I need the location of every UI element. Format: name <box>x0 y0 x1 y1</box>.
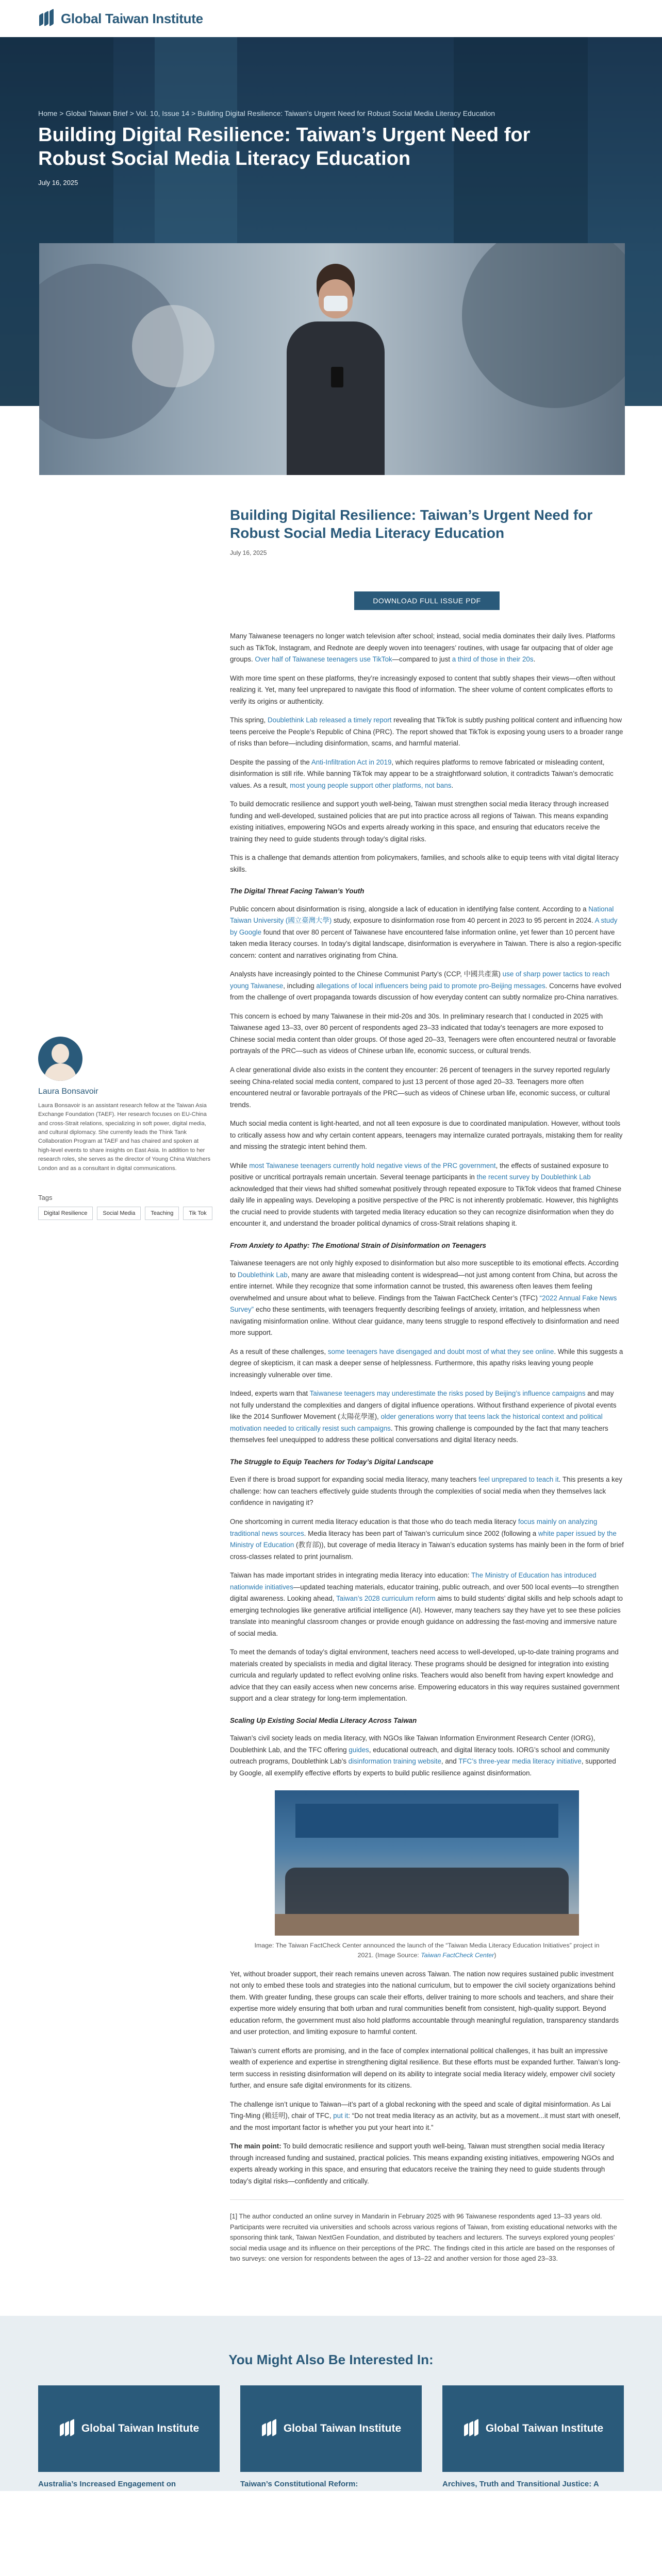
inline-link[interactable]: Taiwanese teenagers may underestimate the risks posed by Beijing’s influence campaigns <box>309 1389 586 1398</box>
inline-link[interactable]: TFC’s three-year media literacy initiative <box>458 1757 582 1766</box>
article-title: Building Digital Resilience: Taiwan’s Urgent Need for Robust Social Media Literacy Education <box>230 507 593 541</box>
card-image <box>240 2385 422 2472</box>
site-logo[interactable] <box>38 10 203 27</box>
footnote: [1] The author conducted an online survey in Mandarin in February 2025 with 96 Taiwanese respondents aged 13–33 years old. Participants were recruited via universities and schools across various regions of Taiwan, from existing educational networks with the sponsoring think tank, Taiwan NextGen Foundation, and distributed by teachers and lecturers. The surveys explored young peoples’ social media usage and its influence on their perceptions of the PRC. The findings cited in this article are based on the responses of two surveys: one version for respondents between the ages of 13–22 and another version for those aged 23–33. <box>230 2199 624 2264</box>
card-title[interactable]: Taiwan’s Constitutional Reform: <box>240 2479 358 2488</box>
related-cards <box>38 2385 624 2489</box>
inline-link[interactable]: Taiwan’s 2028 curriculum reform <box>336 1595 436 1603</box>
hero-image <box>39 243 625 475</box>
site-header <box>0 0 662 37</box>
card-title[interactable]: Archives, Truth and Transitional Justice: A <box>442 2479 599 2488</box>
card-image <box>442 2385 624 2472</box>
site-name: Global Taiwan Institute <box>61 10 203 26</box>
main-content <box>0 475 662 2264</box>
tag-list <box>38 1207 212 1220</box>
paragraph: Taiwanese teenagers are not only highly exposed to disinformation but also more susceptible to its emotional effects. According to Doublethink Lab, many are aware that misleading content is widespread—not just among content from China, but across the entire internet. While they recognize that some information cannot be trusted, this awareness often leaves them feeling overwhelmed and unsure about what to believe. Findings from the Taiwan FactCheck Center’s (TFC) “2022 Annual Fake News Survey” echo these sentiments, with teenagers frequently describing feelings of anxiety, irritation, and helplessness when navigating misinformation online. Without clear guidance, many teens struggle to respond effectively to disinformation and need more support. <box>230 1259 619 1337</box>
related-card[interactable] <box>442 2385 624 2489</box>
inline-link[interactable]: Anti-Infiltration Act in 2019 <box>311 758 392 766</box>
paragraph: This concern is echoed by many Taiwanese in their mid-20s and 30s. In preliminary research that I conducted in 2025 with Taiwanese aged 13–33, over 80 percent of respondents aged 23–33 indicated that today’s teenagers are more exposed to Chinese social media content than older groups. Of those aged 20–33, Teenagers were often encountered neutral or favorable portrayals of the PRC—such as videos of Chinese urban life, economic success, or cultural trends. <box>230 1012 616 1055</box>
sidebar <box>38 475 230 2264</box>
paragraph: A clear generational divide also exists in the content they encounter: 26 percent of teenagers in the survey reported regularly seeing China-related social media content, compared to just 13 percent of those aged 20–33. Teenagers more often encountered neutral or favorable portrayals of the PRC—such as videos of Chinese urban life, economic success, or cultural trends. <box>230 1065 610 1109</box>
article-body <box>230 631 624 2264</box>
inline-link[interactable]: feel unprepared to teach it <box>478 1476 559 1484</box>
breadcrumb-current: Building Digital Resilience: Taiwan’s Urgent Need for Robust Social Media Literacy Education <box>197 109 495 117</box>
inline-link[interactable]: Doublethink Lab released a timely report <box>267 716 392 724</box>
paragraph: Taiwan’s current efforts are promising, and in the face of complex international political challenges, it has built an impressive wealth of experience and expertise in strengthening digital resilience. But these efforts must be expanded further. Taiwan’s long-term success in resisting disinformation will depend on its ability to integrate social media literacy widely, empower civil society further, and ensure safe digital environments for its citizens. <box>230 2046 621 2090</box>
paragraph: Indeed, experts warn that Taiwanese teenagers may underestimate the risks posed by Beijing’s influence campaigns and may not fully understand the complexities and dangers of digital influence operations. Without firsthand experience of pivotal events like the 2014 Sunflower Movement (太陽花學運), older generations worry that teens lack the historical context and political motivation needed to critically resist such campaigns. This growing challenge is compounded by the fact that many teachers themselves feel unequipped to address these political conversations and digital literacy needs. <box>230 1389 617 1444</box>
related-title: You Might Also Be Interested In: <box>228 2351 434 2367</box>
logo-icon <box>38 10 56 27</box>
inline-link[interactable]: allegations of local influencers being paid to promote pro-Beijing messages <box>316 981 545 990</box>
inline-link[interactable]: A study by Google <box>230 917 618 936</box>
inline-link[interactable]: some teenagers have disengaged and doubt most of what they see online <box>327 1347 554 1355</box>
figure-image <box>275 1790 579 1936</box>
card-logo-text: Global Taiwan Institute <box>485 2422 604 2434</box>
inline-link[interactable]: “2022 Annual Fake News Survey” <box>230 1294 617 1314</box>
breadcrumb-sep: > <box>57 109 66 117</box>
tag-item[interactable]: Tik Tok <box>183 1207 212 1220</box>
paragraph: To build democratic resilience and support youth well-being, Taiwan must strengthen social media literacy through increased funding and well-developed, sustained policies that are put into practice across all regions of Taiwan. This means expanding existing initiatives, empowering NGOs and experts already working in this space, and ensuring that educators receive the training they need to guide students through today’s digital risks. <box>230 800 609 843</box>
logo-icon <box>261 2420 278 2437</box>
paragraph: Many Taiwanese teenagers no longer watch television after school; instead, social media dominates their daily lives. Platforms such as TikTok, Instagram, and Rednote are deeply woven into teenagers’ routines, with usage far outpacing that of older age groups. Over half of Taiwanese teenagers use TikTok—compared to just a third of those in their 20s. <box>230 632 616 664</box>
hero-title: Building Digital Resilience: Taiwan’s Urgent Need for Robust Social Media Literacy Education <box>38 124 531 170</box>
paragraph: Even if there is broad support for expanding social media literacy, many teachers feel unprepared to teach it. This presents a key challenge: how can teachers effectively guide students through the complexities of social media when they themselves lack confidence in navigating it? <box>230 1476 622 1507</box>
inline-link[interactable]: white paper issued by the Ministry of Education <box>230 1529 617 1549</box>
breadcrumb-sep: > <box>127 109 136 117</box>
card-image <box>38 2385 220 2472</box>
inline-link[interactable]: use of sharp power tactics to reach young Taiwanese <box>230 970 610 990</box>
paragraph: This is a challenge that demands attention from policymakers, families, and schools alike to equip teens with vital digital literacy skills. <box>230 854 619 873</box>
inline-link[interactable]: Over half of Taiwanese teenagers use TikTok <box>255 655 392 664</box>
card-logo-text: Global Taiwan Institute <box>81 2422 200 2434</box>
tags-title: Tags <box>38 1193 53 1201</box>
inline-link[interactable]: a third of those in their 20s <box>452 655 534 664</box>
tag-item[interactable]: Digital Resilience <box>38 1207 93 1220</box>
tag-item[interactable]: Social Media <box>97 1207 141 1220</box>
hero-date: July 16, 2025 <box>38 179 78 187</box>
inline-link[interactable]: disinformation training website <box>348 1757 441 1766</box>
paragraph: Much social media content is light-hearted, and not all teen exposure is due to coordinated manipulation. However, without tools to critically assess how and why certain content appears, teenagers may internalize curated portrayals, mistaking them for reality and missing the strategic intent behind them. <box>230 1120 623 1151</box>
paragraph: The challenge isn’t unique to Taiwan—it’s part of a global reckoning with the speed and scale of digital misinformation. As Lai Ting-Ming (賴廷明), chair of TFC, put it: “Do not treat media literacy as an activity, but as a movement...it must start with oneself, and the most important factor is whether you put your heart into it.” <box>230 2100 621 2131</box>
inline-link[interactable]: put it <box>333 2112 349 2120</box>
section-heading: The Digital Threat Facing Taiwan’s Youth <box>230 887 365 895</box>
paragraph: This spring, Doublethink Lab released a timely report revealing that TikTok is subtly pushing political content and influencing how teens perceive the People’s Republic of China (PRC). The report showed that TikTok is exposing young users to a broader range of risks than before—including disinformation, scams, and harmful material. <box>230 716 623 748</box>
related-card[interactable] <box>38 2385 220 2489</box>
paragraph: As a result of these challenges, some teenagers have disengaged and doubt most of what they see online. While this suggests a degree of skepticism, it can mask a deeper sense of helplessness. Furthermore, this apathy risks leaving young people increasingly vulnerable over time. <box>230 1347 623 1379</box>
inline-link[interactable]: older generations worry that teens lack the historical context and political motivation needed to critically resist such campaigns <box>230 1413 603 1432</box>
tag-item[interactable]: Teaching <box>145 1207 179 1220</box>
author-avatar <box>38 1037 82 1081</box>
inline-link[interactable]: focus mainly on analyzing traditional news sources <box>230 1518 598 1537</box>
section-heading: The Struggle to Equip Teachers for Today’s Digital Landscape <box>230 1458 434 1466</box>
inline-link[interactable]: National Taiwan University (國立臺灣大學) <box>230 905 614 925</box>
author-name[interactable]: Laura Bonsavoir <box>38 1087 98 1096</box>
article-date: July 16, 2025 <box>230 549 267 556</box>
paragraph: Analysts have increasingly pointed to the Chinese Communist Party’s (CCP, 中國共產黨) use of sharp power tactics to reach young Taiwanese, including allegations of local influencers being paid to promote pro-Beijing messages. Concerns have evolved from the challenge of overt propaganda towards discussion of how everyday content can subtly normalize pro-China narratives. <box>230 970 622 1002</box>
logo-icon <box>59 2420 76 2437</box>
paragraph: While most Taiwanese teenagers currently hold negative views of the PRC government, the effects of sustained exposure to positive or uncritical portrayals remain uncertain. Several teenage participants in the recent survey by Doublethink Lab acknowledged that their views had shifted somewhat positively through repeated exposure to TikTok videos that framed Chinese daily life in appealing ways. Developing a positive perspective of the PRC is not inherently problematic. However, this highlights the crucial need to provide students with targeted media literacy education so they can recognize disinformation when they do encounter it, and understand the broader political dynamics of cross-Strait relations shaping it. <box>230 1161 622 1228</box>
article <box>230 475 624 2264</box>
paragraph: The main point: To build democratic resilience and support youth well-being, Taiwan must strengthen social media literacy through increased funding and sustained, practical policies. This means expanding existing initiatives, empowering NGOs and experts already working in this space, and ensuring that educators receive the training they need to guide students through today’s digital risks—confidently and critically. <box>230 2142 614 2185</box>
related-card[interactable] <box>240 2385 422 2489</box>
card-logo-text: Global Taiwan Institute <box>283 2422 402 2434</box>
inline-link[interactable]: The Ministry of Education has introduced nationwide initiatives <box>230 1571 597 1591</box>
paragraph: One shortcoming in current media literacy education is that those who do teach media literacy focus mainly on analyzing traditional news sources. Media literacy has been part of Taiwan’s curriculum since 2002 (following a white paper issued by the Ministry of Education (教育部)), but coverage of media literacy in Taiwan’s education systems has mainly been in the form of brief cross-classes related to print journalism. <box>230 1518 624 1561</box>
download-pdf-button[interactable]: DOWNLOAD FULL ISSUE PDF <box>354 591 499 610</box>
section-heading: From Anxiety to Apathy: The Emotional Strain of Disinformation on Teenagers <box>230 1241 486 1249</box>
section-heading: Scaling Up Existing Social Media Literacy Across Taiwan <box>230 1716 417 1724</box>
inline-link[interactable]: most young people support other platforms, not bans <box>290 781 452 789</box>
inline-link[interactable]: the recent survey by Doublethink Lab <box>476 1173 591 1181</box>
related-section <box>0 2316 662 2491</box>
paragraph: To meet the demands of today’s digital environment, teachers need access to well-developed, up-to-date training programs and materials created by specialists in media and digital literacy. These programs should be designed for integration into existing curricula and regularly updated to reflect evolving online risks. Teachers would also benefit from having expert knowledge and advice that they can easily access when new concerns arise. Empowering educators in this way requires sustained government support and a clear strategy for long-term implementation. <box>230 1648 620 1703</box>
breadcrumb-sep: > <box>189 109 198 117</box>
inline-link[interactable]: Doublethink Lab <box>237 1270 288 1279</box>
paragraph: Taiwan has made important strides in integrating media literacy into education: The Ministry of Education has introduced nationwide initiatives—updated teaching materials, educator training, public outreach, and over 500 local events—to strengthen digital awareness. Looking ahead, Taiwan’s 2028 curriculum reform aims to build students’ digital skills and help schools adapt to emerging technologies like generative artificial intelligence (AI). However, many teachers say they have yet to see these policies translate into meaningful classroom changes or provide enough guidance on addressing the fast-moving and immersive nature of social media. <box>230 1571 623 1637</box>
logo-icon <box>463 2420 481 2437</box>
article-figure <box>230 1790 624 1960</box>
paragraph: Despite the passing of the Anti-Infiltration Act in 2019, which requires platforms to remove fabricated or misleading content, disinformation is still rife. While banning TikTok may appear to be a straightforward solution, it contradicts Taiwan’s democratic values. As a result, most young people support other platforms, not bans. <box>230 758 614 789</box>
author-bio: Laura Bonsavoir is an assistant research fellow at the Taiwan Asia Exchange Foundation (TAEF). Her research focuses on EU-China and cross-Strait relations, specializing in soft power, digital media, and cultural diplomacy. She currently leads the Think Tank Collaboration Program at TAEF and has chaired and spoken at high-level events to share insights on East Asia. In addition to her research roles, she serves as the director of Young China Watchers London and as a consultant in digital communications. <box>38 1103 211 1172</box>
paragraph: Yet, without broader support, their reach remains uneven across Taiwan. The nation now requires sustained public investment not only to embed these tools and strategies into the national curriculum, but to empower the civil society organizations behind them. With greater funding, these groups can scale their efforts, deliver training to more schools and teachers, and share their expertise more widely ensuring that both urban and rural communities benefit from consistent, high-quality support. Beyond education reform, the government must also hold platforms accountable through meaningful regulation, transparency standards and user protection, and limiting exposure to harmful content. <box>230 1970 619 2036</box>
inline-link[interactable]: guides <box>349 1745 369 1754</box>
breadcrumb-issue[interactable]: Vol. 10, Issue 14 <box>136 109 190 117</box>
caption-link[interactable]: Taiwan FactCheck Center <box>421 1951 494 1959</box>
breadcrumb <box>38 109 624 117</box>
inline-link[interactable]: most Taiwanese teenagers currently hold negative views of the PRC government <box>249 1161 496 1170</box>
figure-caption: Image: The Taiwan FactCheck Center announced the launch of the “Taiwan Media Literacy Education Initiatives” project in 2021. (Image Source: Taiwan FactCheck Center) <box>254 1942 600 1959</box>
breadcrumb-brief[interactable]: Global Taiwan Brief <box>65 109 128 117</box>
author-box <box>38 1037 212 1220</box>
card-title[interactable]: Australia’s Increased Engagement on <box>38 2479 176 2488</box>
paragraph: With more time spent on these platforms, they’re increasingly exposed to content that subtly shapes their views—often without realizing it. Yet, many feel unprepared to navigate this flood of information. The sheer volume of content complicates efforts to verify its origins or authenticity. <box>230 674 616 705</box>
breadcrumb-home[interactable]: Home <box>38 109 58 117</box>
paragraph: Taiwan’s civil society leads on media literacy, with NGOs like Taiwan Information Environment Research Center (IORG), Doublethink Lab, and the TFC offering guides, educational outreach, and digital literacy tools. IORG’s school and community outreach programs, Doublethink Lab’s disinformation training website, and TFC’s three-year media literacy initiative, supported by Google, all exemplify effective efforts by experts to build public resilience against disinformation. <box>230 1734 616 1777</box>
paragraph: Public concern about disinformation is rising, alongside a lack of education in identifying false content. According to a National Taiwan University (國立臺灣大學) study, exposure to disinformation rose from 40 percent in 2023 to 95 percent in 2024. A study by Google found that over 80 percent of Taiwanese have encountered false information online, yet fewer than 10 percent have taken media literacy courses. In today’s digital landscape, disinformation is everywhere in Taiwan. There is also a region-specific concern: content and narratives originating from China. <box>230 905 622 959</box>
